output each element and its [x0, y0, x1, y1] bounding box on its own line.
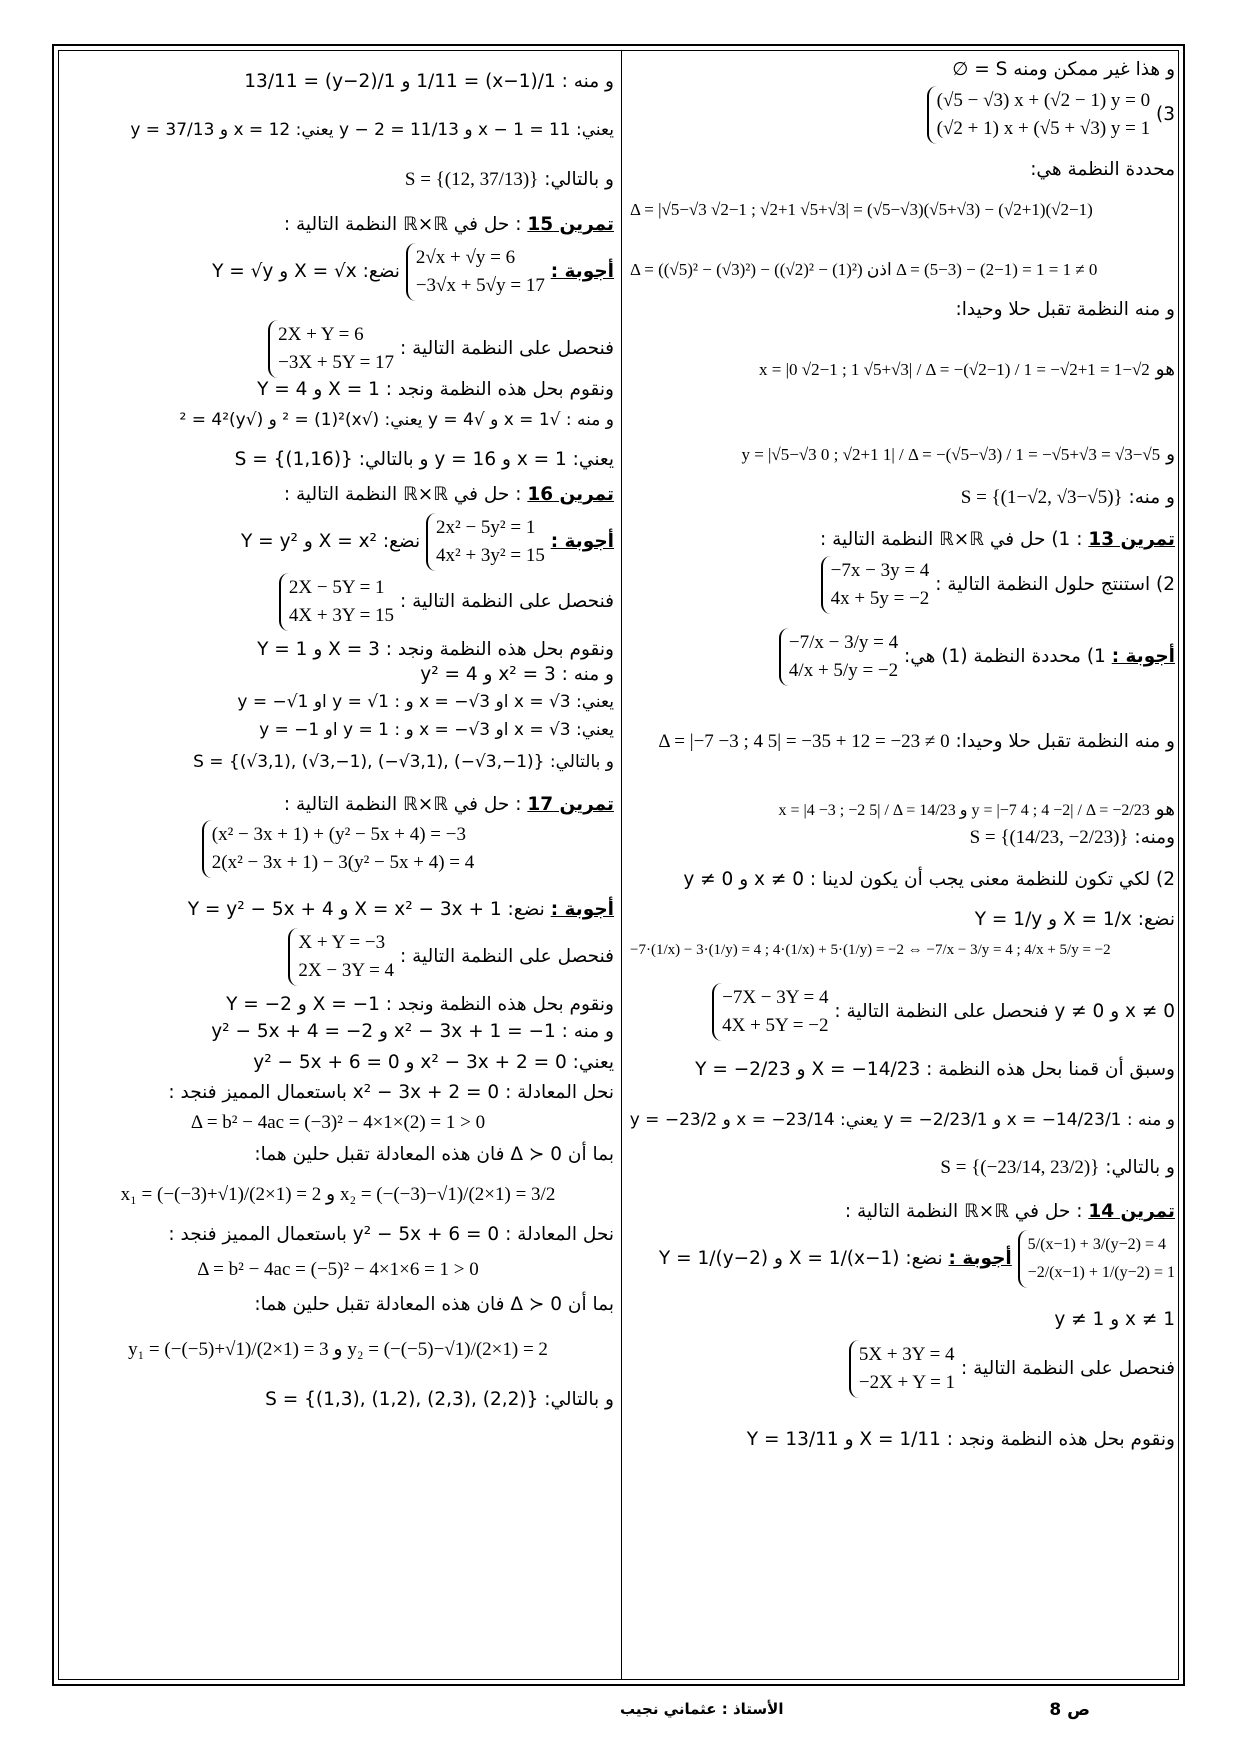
- l3-line: [62, 168, 614, 192]
- page-number: [1049, 1700, 1090, 1720]
- det-label: محددة النظمة هي:: [1030, 159, 1175, 180]
- ex13-sol: S = {(14/23, −2/23)}: [969, 827, 1129, 848]
- ex17-eq2: 2(x² − 3x + 1) − 3(y² − 5x + 4) = 4: [211, 852, 475, 873]
- ex13-sys3-eq2: 4X + 5Y = −2: [722, 1015, 829, 1036]
- ex13-text: : 1) حل في ℝ×ℝ النظمة التالية :: [819, 529, 1083, 550]
- ex13-answer-text: 1) محددة النظمة (1) هي:: [904, 646, 1106, 667]
- ex13-sub: نضع: X = 1/x و Y = 1/y: [974, 909, 1175, 930]
- ex13-sys2-eq2: 4/x + 5/y = −2: [788, 660, 899, 681]
- ex16-heading: [62, 483, 614, 507]
- ex17-get-line: [62, 928, 614, 988]
- ex17-eq2-text: نحل المعادلة : y² − 5x + 6 = 0 باستعمال المميز فنجد :: [168, 1224, 614, 1245]
- ex14-heading: [630, 1200, 1175, 1224]
- ex13-eq2: 4x + 5y = −2: [830, 588, 930, 609]
- ex15-sys2-eq2: −3X + 5Y = 17: [278, 352, 395, 373]
- ex17-eq1-text: نحل المعادلة : x² − 3x + 2 = 0 باستعمال المميز فنجد :: [168, 1082, 614, 1103]
- l3-set: S = {(12, 37/13)}: [404, 169, 539, 190]
- ex16-eq1: 2x² − 5y² = 1: [436, 517, 536, 538]
- ex13-means: و منه : 1/x = −14/23 و 1/y = −2/23 يعني: x = −23/14 و y = −23/2: [629, 1110, 1175, 1130]
- ex13-xy-line: [630, 798, 1175, 823]
- ex16-answer-label: أجوبة :: [550, 531, 614, 552]
- ex14-title: تمرين 14: [1088, 1201, 1175, 1222]
- ex16-final: و بالتالي: S = {(√3,1), (√3,−1), (−√3,1), (−√3,−1)}: [193, 752, 614, 772]
- y-expr: y = |√5−√3 0 ; √2+1 1| / Δ = −(√5−√3) / 1 = −√5+√3 = √3−√5: [741, 445, 1161, 464]
- ex13-get: x ≠ 0 و y ≠ 0 فنحصل على النظمة التالية :: [834, 1001, 1175, 1022]
- empty-set-line: و هذا غير ممكن ومنه S = ∅: [952, 59, 1175, 80]
- ex13-det-line: [630, 730, 1175, 754]
- ex17-final: و بالتالي: S = {(1,3), (1,2), (2,3), (2,2)}: [265, 1389, 614, 1410]
- ex17-roots1: x₁ = (−(−3)+√1)/(2×1) = 2 و x₂ = (−(−3)−√1)/(2×1) = 3/2: [120, 1184, 556, 1205]
- ex17-system2: [288, 928, 394, 986]
- sol12-label: و منه:: [1128, 487, 1175, 508]
- ex15-final: يعني: x = 1 و y = 16 و بالتالي: S = {(1,16)}: [234, 449, 614, 470]
- ex17-heading: [62, 793, 614, 817]
- ex17-answer-label: أجوبة :: [550, 899, 614, 920]
- ex17-solve: ونقوم بحل هذه النظمة ونجد : X = −1 و Y = −2: [226, 994, 614, 1015]
- ex15-text: : حل في ℝ×ℝ النظمة التالية :: [283, 214, 522, 235]
- ex13-get-line: [630, 983, 1175, 1043]
- ex16-system2: [279, 573, 394, 631]
- ex17-title: تمرين 17: [527, 794, 614, 815]
- ex14-text: : حل في ℝ×ℝ النظمة التالية :: [844, 1201, 1083, 1222]
- ex16-get: فنحصل على النظمة التالية :: [399, 591, 614, 612]
- ex17-since2: بما أن Δ ≻ 0 فان هذه المعادلة تقبل حلين هما:: [254, 1294, 614, 1315]
- ex17-roots2: y₁ = (−(−5)+√1)/(2×1) = 3 و y₂ = (−(−5)−√1)/(2×1) = 2: [128, 1339, 548, 1360]
- ex13-part2-text: 2) استنتج حلول النظمة التالية :: [935, 574, 1175, 595]
- ex13-xy: x = |4 −3 ; −2 5| / Δ = 14/23 و y = |−7 4 ; 4 −2| / Δ = −2/23: [778, 802, 1150, 819]
- ex16-system: [426, 513, 545, 571]
- ex13-final-label: و بالتالي:: [1105, 1157, 1175, 1178]
- ex16-eq2: 4x² + 3y² = 15: [436, 545, 545, 566]
- ex12-eq2: (√2 + 1) x + (√5 + √3) y = 1: [936, 118, 1151, 139]
- ex15-get: فنحصل على النظمة التالية :: [399, 338, 614, 359]
- ex16-get-line: [62, 573, 614, 633]
- right-column: [630, 58, 1175, 1668]
- ex14-solve: ونقوم بحل هذه النظمة ونجد : X = 1/11 و Y = 13/11: [746, 1429, 1175, 1450]
- ex15-answer-label: أجوبة :: [550, 261, 614, 282]
- ex14-system: [1018, 1230, 1175, 1288]
- x-solution: [630, 358, 1175, 382]
- x-label: هو: [1155, 359, 1175, 380]
- ex15-eq1: 2√x + √y = 6: [415, 247, 516, 268]
- det-expr: Δ = |√5−√3 √2−1 ; √2+1 √5+√3| = (√5−√3)(√5+√3) − (√2+1)(√2−1): [630, 200, 1093, 219]
- ex13-equiv: −7·(1/x) − 3·(1/y) = 4 ; 4·(1/x) + 5·(1/y) = −2 ⇔ −7/x − 3/y = 4 ; 4/x + 5/y = −2: [630, 942, 1111, 958]
- ex14-get: فنحصل على النظمة التالية :: [960, 1358, 1175, 1379]
- column-divider: [621, 50, 622, 1680]
- sol12-line: [630, 486, 1175, 510]
- ex13-part2: [630, 556, 1175, 616]
- ex16-l1: يعني: x = √3 او x = −√3 و : y = √1 او y = −√1: [237, 692, 614, 712]
- ex13-det-text: و منه النظمة تقبل حلا وحيدا:: [955, 731, 1175, 752]
- ex14-eq2: −2/(x−1) + 1/(y−2) = 1: [1027, 1264, 1175, 1281]
- ex13-sys3-eq1: −7X − 3Y = 4: [722, 987, 829, 1008]
- author-credit: الأستاذ : عثماني نجيب: [620, 1700, 784, 1718]
- ex13-sol-label: ومنه:: [1134, 827, 1175, 848]
- ex14-sys2-eq1: 5X + 3Y = 4: [858, 1344, 955, 1365]
- ex13-cond: 2) لكي تكون للنظمة معنى يجب أن يكون لدينا : x ≠ 0 و y ≠ 0: [683, 869, 1175, 890]
- ex17-answer: [62, 898, 614, 922]
- ex13-heading: [630, 528, 1175, 552]
- ex13-answer: [630, 628, 1175, 708]
- left-column: [62, 58, 614, 1668]
- det-calc: Δ = ((√5)² − (√3)²) − ((√2)² − (1)²) اذن Δ = (5−3) − (2−1) = 1 = 1 ≠ 0: [630, 260, 1098, 279]
- ex17-sys2-eq2: 2X − 3Y = 4: [298, 960, 395, 981]
- ex16-l2: يعني: x = √3 او x = −√3 و : y = 1 او y = −1: [259, 720, 614, 740]
- ex15-means: و منه : √x = 1 و √y = 4 يعني: (√x)² = (1)² و (√y)² = 4²: [179, 410, 614, 430]
- ex16-sys2-eq2: 4X + 3Y = 15: [288, 605, 395, 626]
- ex15-system: [406, 243, 545, 301]
- ex13-final-line: [630, 1156, 1175, 1180]
- ex17-sys2-eq1: X + Y = −3: [298, 932, 386, 953]
- ex14-sys2-eq2: −2X + Y = 1: [858, 1372, 956, 1393]
- ex15-eq2: −3√x + 5√y = 17: [415, 275, 545, 296]
- ex16-answer: [62, 513, 614, 573]
- ex17-means2: يعني: x² − 3x + 2 = 0 و y² − 5x + 6 = 0: [253, 1052, 614, 1073]
- ex16-sub: نضع: X = x² و Y = y²: [241, 531, 421, 552]
- ex17-system-line: [62, 820, 614, 890]
- ex15-answer: [62, 243, 614, 303]
- ex14-system2: [849, 1340, 955, 1398]
- ex13-xy-label: هو: [1155, 799, 1175, 820]
- ex17-since1: بما أن Δ ≻ 0 فان هذه المعادلة تقبل حلين هما:: [254, 1144, 614, 1165]
- ex16-text: : حل في ℝ×ℝ النظمة التالية :: [283, 484, 522, 505]
- ex13-title: تمرين 13: [1088, 529, 1175, 550]
- unique-solution-text: و منه النظمة تقبل حلا وحيدا:: [955, 299, 1175, 320]
- ex16-sys2-eq1: 2X − 5Y = 1: [288, 577, 385, 598]
- ex14-sub: نضع: X = 1/(x−1) و Y = 1/(y−2): [658, 1248, 943, 1269]
- ex16-means: و منه : x² = 3 و y² = 4: [420, 664, 614, 685]
- ex17-text: : حل في ℝ×ℝ النظمة التالية :: [283, 794, 522, 815]
- ex14-answer: [630, 1230, 1175, 1300]
- l2: يعني: x − 1 = 11 و y − 2 = 11/13 يعني: x = 12 و y = 37/13: [130, 120, 614, 140]
- ex13-system3: [712, 983, 828, 1041]
- ex12-system: [927, 86, 1150, 144]
- y-solution: [630, 443, 1175, 467]
- ex16-title: تمرين 16: [527, 484, 614, 505]
- ex17-means: و منه : x² − 3x + 1 = −1 و y² − 5x + 4 = −2: [211, 1021, 614, 1042]
- ex13-prev: وسبق أن قمنا بحل هذه النظمة : X = −14/23 و Y = −2/23: [695, 1059, 1175, 1080]
- ex17-delta1: Δ = b² − 4ac = (−3)² − 4×1×(2) = 1 > 0: [190, 1112, 486, 1133]
- ex13-det: Δ = |−7 −3 ; 4 5| = −35 + 12 = −23 ≠ 0: [658, 731, 950, 752]
- ex15-sub: نضع: X = √x و Y = √y: [212, 261, 400, 282]
- ex14-cond: x ≠ 1 و y ≠ 1: [1054, 1309, 1175, 1330]
- ex13-answer-label: أجوبة :: [1111, 646, 1175, 667]
- ex12-item3: [630, 86, 1175, 156]
- x-expr: x = |0 √2−1 ; 1 √5+√3| / Δ = −(√2−1) / 1 = −√2+1 = 1−√2: [759, 360, 1150, 379]
- ex17-sub: نضع: X = x² − 3x + 1 و Y = y² − 5x + 4: [187, 899, 545, 920]
- ex13-sol-line: [630, 826, 1175, 850]
- ex15-title: تمرين 15: [527, 214, 614, 235]
- ex17-eq1: (x² − 3x + 1) + (y² − 5x + 4) = −3: [211, 824, 466, 845]
- sol12-set: S = {(1−√2, √3−√5)}: [960, 487, 1123, 508]
- ex13-system2: [779, 628, 898, 686]
- ex13-sys2-eq1: −7/x − 3/y = 4: [788, 632, 899, 653]
- ex15-solve: ونقوم بحل هذه النظمة ونجد : X = 1 و Y = 4: [257, 379, 614, 400]
- ex16-solve: ونقوم بحل هذه النظمة ونجد : X = 3 و Y = 1: [257, 639, 614, 660]
- ex17-delta2: Δ = b² − 4ac = (−5)² − 4×1×6 = 1 > 0: [197, 1259, 479, 1280]
- ex14-answer-label: أجوبة :: [948, 1248, 1012, 1269]
- ex15-get-line: [62, 320, 614, 380]
- ex13-system: [821, 556, 930, 614]
- ex17-system: [202, 820, 475, 878]
- l3-label: و بالتالي:: [544, 169, 614, 190]
- l1: و منه : 1/(x−1) = 1/11 و 1/(y−2) = 13/11: [244, 71, 614, 92]
- ex15-system2: [268, 320, 394, 378]
- ex14-get-line: [630, 1340, 1175, 1400]
- ex15-heading: [62, 213, 614, 237]
- ex13-final: S = {(−23/14, 23/2)}: [940, 1157, 1100, 1178]
- y-label: و: [1166, 444, 1175, 465]
- ex13-eq1: −7x − 3y = 4: [830, 560, 930, 581]
- ex14-eq1: 5/(x−1) + 3/(y−2) = 4: [1027, 1236, 1166, 1253]
- item3-marker: 3): [1156, 104, 1175, 125]
- ex12-eq1: (√5 − √3) x + (√2 − 1) y = 0: [936, 90, 1151, 111]
- ex15-sys2-eq1: 2X + Y = 6: [278, 324, 364, 345]
- ex17-get: فنحصل على النظمة التالية :: [399, 946, 614, 967]
- page-label: ص: [1067, 1700, 1090, 1720]
- page-number-value: 8: [1049, 1700, 1062, 1720]
